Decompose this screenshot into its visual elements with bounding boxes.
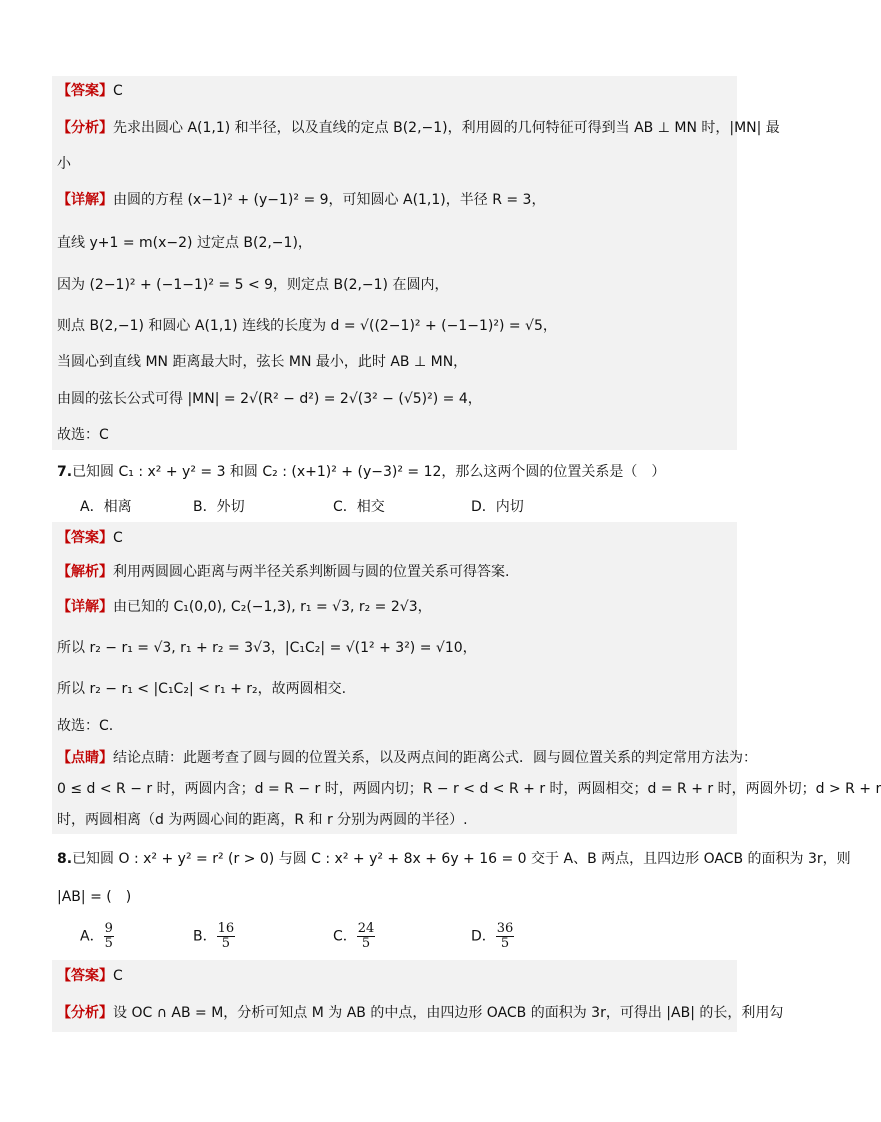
detail-text: 当圆心到直线 MN 距离最大时，弦长 MN 最小，此时 AB ⊥ MN， [57,354,468,370]
q8-option-c [333,922,375,951]
answer-tag: 【答案】 [57,968,113,984]
q8-option-a [80,922,114,951]
detail-tag: 【详解】 [57,192,113,208]
q7-stem [57,462,737,482]
fraction-denominator: 5 [500,936,510,951]
detail-text: 由圆的方程 (x−1)² + (y−1)² = 9，可知圆心 A(1,1)，半径 R = 3， [113,192,546,208]
q8-option-d [471,922,514,951]
q6-analysis-line-1 [57,118,780,138]
answer-value: C [113,530,123,546]
detail-text: 因为 (2−1)² + (−1−1)² = 5 < 9，则定点 B(2,−1) 在圆内， [57,277,449,293]
detail-tag: 【详解】 [57,599,113,615]
analysis-text: 设 OC ∩ AB = M，分析可知点 M 为 AB 的中点，由四边形 OACB 的面积为 3r，可得出 |AB| 的长，利用勾 [113,1005,784,1021]
q7-answer-line [57,528,737,548]
q6-detail-line-4 [57,316,737,336]
q7-analysis-line [57,562,737,582]
detail-text: 所以 r₂ − r₁ < |C₁C₂| < r₁ + r₂，故两圆相交. [57,681,347,697]
question-stem: |AB| = ( ) [57,889,132,905]
q7-option-a: A．相离 [80,499,132,515]
option-letter: C． [333,928,357,945]
detail-text: 由已知的 C₁(0,0), C₂(−1,3), r₁ = √3, r₂ = 2√3， [113,599,432,615]
q6-detail-line-5 [57,352,737,372]
q8-option-b [193,922,235,951]
choose-text: 故选：C [57,427,109,443]
fraction-numerator: 16 [217,921,235,936]
analysis-text: 利用两圆圆心距离与两半径关系判断圆与圆的位置关系可得答案. [113,564,510,580]
q6-detail-line-2 [57,233,737,253]
question-stem: 已知圆 C₁ : x² + y² = 3 和圆 C₂ : (x+1)² + (y−3)² = 12，那么这两个圆的位置关系是（ ） [72,464,666,480]
analysis-tag: 【解析】 [57,564,113,580]
q7-option-b: B．外切 [193,499,245,515]
analysis-text: 先求出圆心 A(1,1) 和半径，以及直线的定点 B(2,−1)，利用圆的几何特征可得到当 AB ⊥ MN 时，|MN| 最 [113,120,780,136]
q7-note-line-2 [57,779,881,799]
q6-analysis-line-2 [57,154,737,174]
answer-value: C [113,968,123,984]
option-fraction [496,922,515,951]
option-fraction [357,922,376,951]
note-text: 结论点睛：此题考查了圆与圆的位置关系，以及两点间的距离公式．圆与圆位置关系的判定常用方法为： [113,750,757,766]
question-stem: 已知圆 O : x² + y² = r² (r > 0) 与圆 C : x² + y² + 8x + 6y + 16 = 0 交于 A、B 两点，且四边形 OACB 的面积为 3r，则 [72,851,851,867]
fraction-denominator: 5 [221,936,231,951]
note-text: 0 ≤ d < R − r 时，两圆内含；d = R − r 时，两圆内切；R − r < d < R + r 时，两圆相交；d = R + r 时，两圆外切；d > R + r [57,781,881,797]
fraction-numerator: 9 [104,921,113,936]
question-number: 7. [57,464,73,480]
detail-text: 直线 y+1 = m(x−2) 过定点 B(2,−1)， [57,235,312,251]
q7-detail-line-1 [57,597,737,617]
analysis-tag: 【分析】 [57,1005,113,1021]
fraction-numerator: 36 [496,921,514,936]
q6-detail-line-3 [57,275,737,295]
answer-value: C [113,83,123,99]
option-letter: D． [471,928,496,945]
q7-choose-line [57,716,737,736]
q7-note-line-1 [57,748,757,768]
option-fraction [104,922,114,951]
answer-tag: 【答案】 [57,83,113,99]
q7-option-d: D．内切 [471,499,524,515]
q7-note-line-3 [57,810,737,830]
note-text: 时，两圆相离（d 为两圆心间的距离，R 和 r 分别为两圆的半径）. [57,812,468,828]
detail-text: 由圆的弦长公式可得 |MN| = 2√(R² − d²) = 2√(3² − (√5)²) = 4， [57,391,482,407]
option-letter: A． [80,928,104,945]
fraction-denominator: 5 [104,936,113,951]
analysis-text: 小 [57,156,71,172]
q8-analysis-line-1 [57,1003,784,1023]
q8-stem-line-1 [57,849,851,869]
q7-option-c: C．相交 [333,499,385,515]
q7-detail-line-3 [57,679,737,699]
q6-choose-line [57,425,737,445]
option-letter: B． [193,928,217,945]
q6-detail-line-6 [57,389,737,409]
answer-tag: 【答案】 [57,530,113,546]
fraction-denominator: 5 [361,936,371,951]
fraction-numerator: 24 [357,921,375,936]
q6-answer-line [57,81,737,101]
choose-text: 故选：C. [57,718,114,734]
analysis-tag: 【分析】 [57,120,113,136]
detail-text: 所以 r₂ − r₁ = √3, r₁ + r₂ = 3√3，|C₁C₂| = √(1² + 3²) = √10， [57,640,477,656]
q8-answer-line [57,966,737,986]
note-tag: 【点睛】 [57,750,113,766]
q8-stem-line-2 [57,887,737,907]
detail-text: 则点 B(2,−1) 和圆心 A(1,1) 连线的长度为 d = √((2−1)² + (−1−1)²) = √5， [57,318,557,334]
question-number: 8. [57,851,73,867]
q6-detail-line-1 [57,190,737,210]
q7-detail-line-2 [57,638,737,658]
option-fraction [217,922,236,951]
